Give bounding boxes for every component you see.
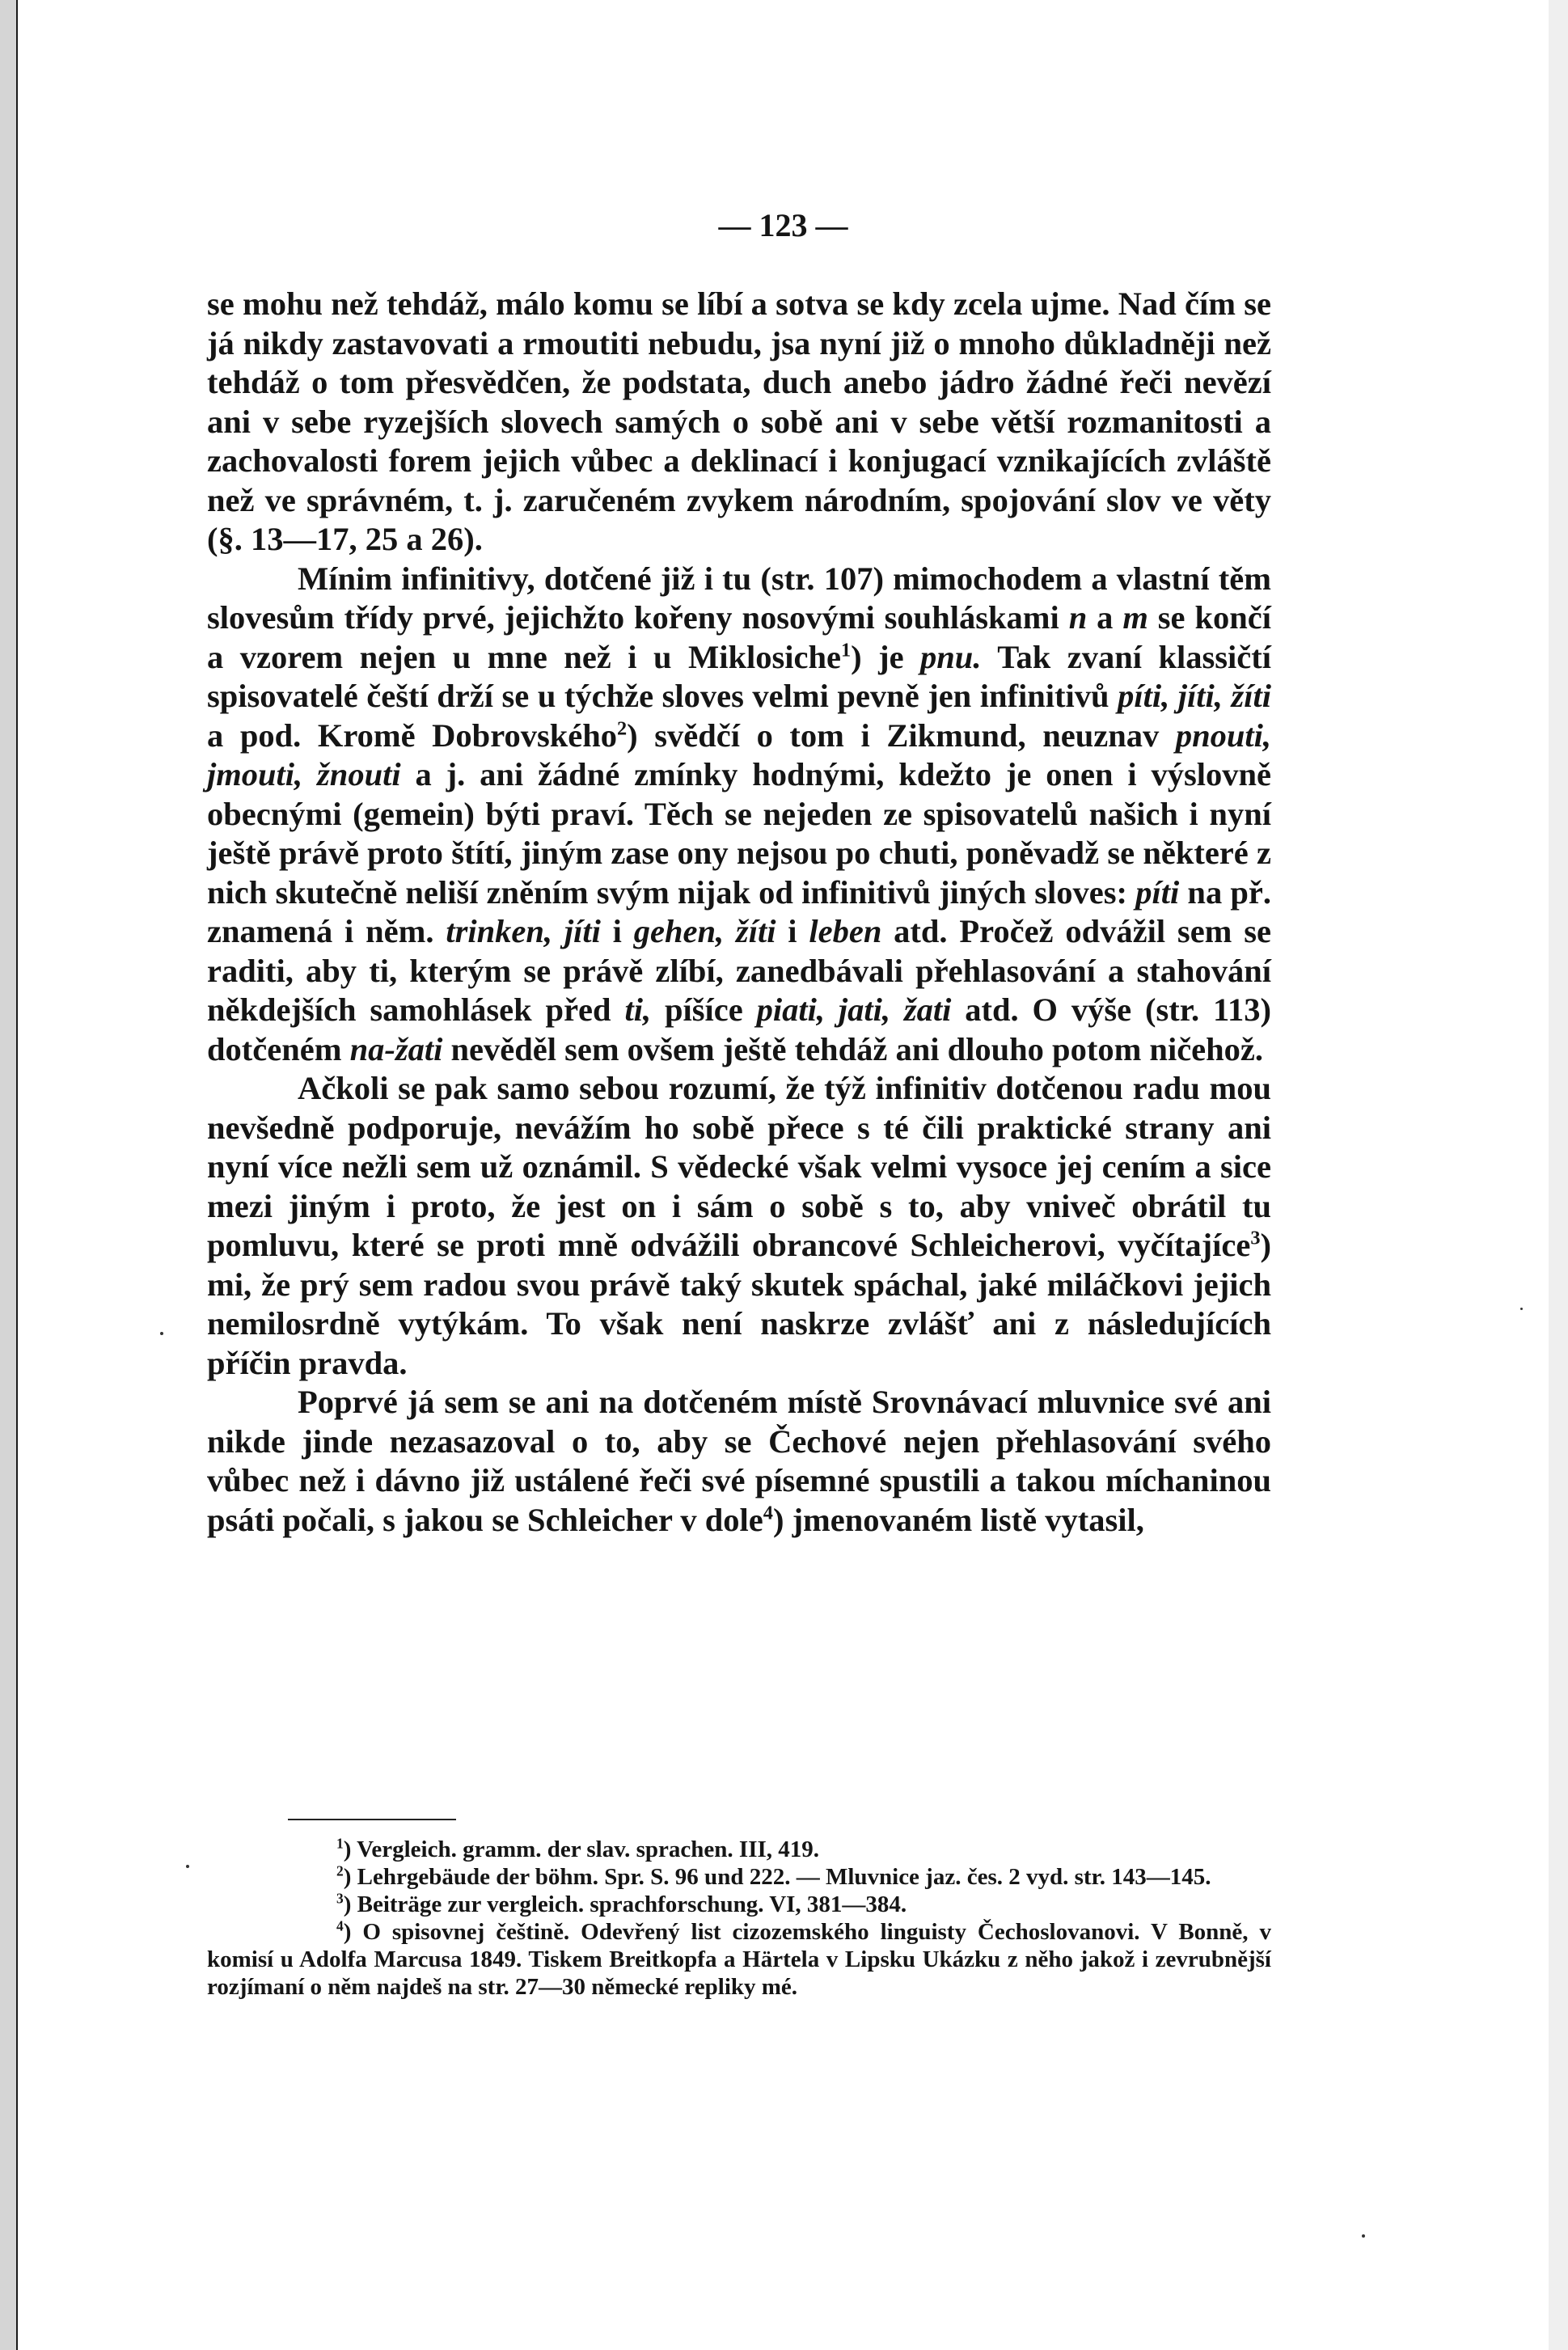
scan-speck (1362, 2234, 1365, 2238)
footnote-marker: 1 (336, 1835, 344, 1852)
italic-text: pnouti, jmouti, žnouti (207, 716, 1272, 792)
footnote-marker: 2 (617, 717, 628, 739)
paragraph (207, 1069, 1271, 1383)
italic-text: píti, jíti, žíti (1118, 678, 1271, 714)
italic-text: píti (1135, 873, 1180, 911)
footnote-marker: 1 (840, 639, 852, 661)
text-run: Ačkoli se pak samo sebou rozumí, že týž infinitiv dotčenou radu mou nevšedně podporuje, nevážím ho sobě přece s té čili praktické strany ani nyní více nežli sem už oznámil. S vědecké však velmi vysoce jej cením a sice mezi jiným i proto, že jest on i sám o sobě s to, aby vniveč obrátil tu pomluvu, které se proti mně odvážili obrancové Schleicherovi, vyčítajíce (207, 1070, 1271, 1263)
footnote-separator (288, 1819, 456, 1820)
italic-text: m (1122, 599, 1148, 636)
text-run: ) je (851, 638, 921, 675)
book-page (16, 0, 1549, 2350)
text-run: Tak zvaní klassičtí spisovatelé čeští drží se u týchže sloves velmi pevně jen infinitivů (207, 638, 1271, 714)
text-run: Poprvé já sem se ani na dotčeném místě Srovnávací mluvnice své ani nikde jinde nezasazoval o to, aby se Čechové nejen přehlasování svého vůbec než i dávno již ustálené řeči své písemné spustili a takou míchaninou psáti počali, s jakou se Schleicher v dole (207, 1384, 1271, 1538)
scan-speck (160, 1332, 163, 1335)
text-run: a pod. Kromě Dobrovského (207, 716, 617, 754)
text-run: i (600, 913, 634, 949)
page-number: — 123 — (718, 207, 848, 243)
italic-text: piati, jati, žati (756, 991, 952, 1028)
main-text (207, 285, 1271, 1540)
footnotes (207, 1836, 1271, 2001)
text-run: se končí a vzorem nejen u mne než i u Miklosiche (207, 599, 1271, 675)
text-run: se mohu než tehdáž, málo komu se líbí a sotva se kdy zcela ujme. Nad čím se já nikdy zastavovati a rmoutiti nebudu, jsa nyní již o mnoho důkladněji než tehdáž o tom přesvědčen, že podstata, duch anebo jádro žádné řeči nevězí ani v sebe ryzejších slovech samých o sobě ani v sebe větší rozmanitosti a zachovalosti forem jejich vůbec a deklinací i konjugací vznikajících zvláště než ve správném, t. j. zaručeném zvykem národním, spojování slov ve věty (§. 13—17, 25 a 26). (207, 285, 1271, 557)
text-run: ) O spisovnej češtině. Odevřený list cizozemského linguisty Čechoslovanovi. V Bonně, v komisí u Adolfa Marcusa 1849. Tiskem Breitkopfa a Härtela v Lipsku Ukázku z něho jakož i zevrubnější rozjímaní o něm najdeš na str. 27—30 německé repliky mé. (207, 1919, 1271, 2000)
footnote (207, 1891, 1271, 1918)
footnote (207, 1863, 1271, 1891)
footnote-marker: 3 (336, 1890, 344, 1907)
italic-text: na-žati (349, 1030, 443, 1067)
text-run: ) jmenovaném listě vytasil, (772, 1501, 1144, 1538)
paragraph (207, 285, 1271, 560)
scan-speck (186, 1865, 189, 1868)
paragraph (207, 1383, 1271, 1540)
italic-text: n (1068, 599, 1088, 636)
footnote-marker: 4 (763, 1502, 773, 1524)
text-run: Mínim infinitivy, dotčené již i tu (str. 107) mimochodem a vlastní těm slovesům třídy prvé, jejichžto kořeny nosovými souhláskami (207, 560, 1271, 636)
text-run: ) svědčí o tom i Zikmund, neuznav (627, 716, 1176, 754)
text-run: ) Lehrgebäude der böhm. Spr. S. 96 und 222. — Mluvnice jaz. čes. 2 vyd. str. 143—145. (343, 1864, 1211, 1890)
footnote (207, 1918, 1271, 2001)
footnote-marker: 3 (1250, 1227, 1261, 1249)
scan-speck (1520, 1308, 1523, 1310)
footnote (207, 1836, 1271, 1863)
text-run: ) Vergleich. gramm. der slav. sprachen. III, 419. (343, 1836, 820, 1862)
italic-text: leben (809, 913, 882, 949)
text-run: ) mi, že prý sem radou svou právě taký skutek spáchal, jaké miláčkovi jejich nemilosrdně vytýkám. To však není naskrze zvlášť ani z následujících příčin pravda. (207, 1227, 1271, 1381)
text-run: atd. O výše (str. 113) dotčeném (207, 991, 1272, 1067)
text-run: a j. ani žádné zmínky hodnými, kdežto je onen i výslovně obecnými (gemein) býti praví. Těch se nejeden ze spisovatelů našich i nyní ještě právě proto štítí, jiným zase ony nejsou po chuti, poněvadž se některé z nich skutečně neliší zněním svým nijak od infinitivů jiných sloves: (207, 756, 1271, 911)
footnote-marker: 4 (336, 1917, 344, 1934)
italic-text: ti, (624, 991, 652, 1028)
italic-text: gehen, žíti (633, 913, 776, 949)
text-run: píšíce (651, 991, 757, 1028)
text-run: i (776, 913, 809, 949)
text-run: ) Beiträge zur vergleich. sprachforschung. VI, 381—384. (343, 1891, 907, 1917)
scan-left-margin (0, 0, 16, 2350)
text-run: atd. Pročež odvážil sem se raditi, aby ti, kterým se právě zlíbí, zanedbávali přehlasování a stahování někdejších samohlásek před (207, 913, 1271, 1028)
italic-text: trinken, jíti (446, 913, 601, 949)
text-run: a (1087, 599, 1123, 636)
italic-text: pnu. (920, 638, 982, 675)
paragraph (207, 560, 1271, 1070)
text-run: nevěděl sem ovšem ještě tehdáž ani dlouho potom ničehož. (442, 1030, 1264, 1067)
text-run: na př. znamená i něm. (207, 873, 1271, 949)
footnote-marker: 2 (336, 1862, 344, 1879)
